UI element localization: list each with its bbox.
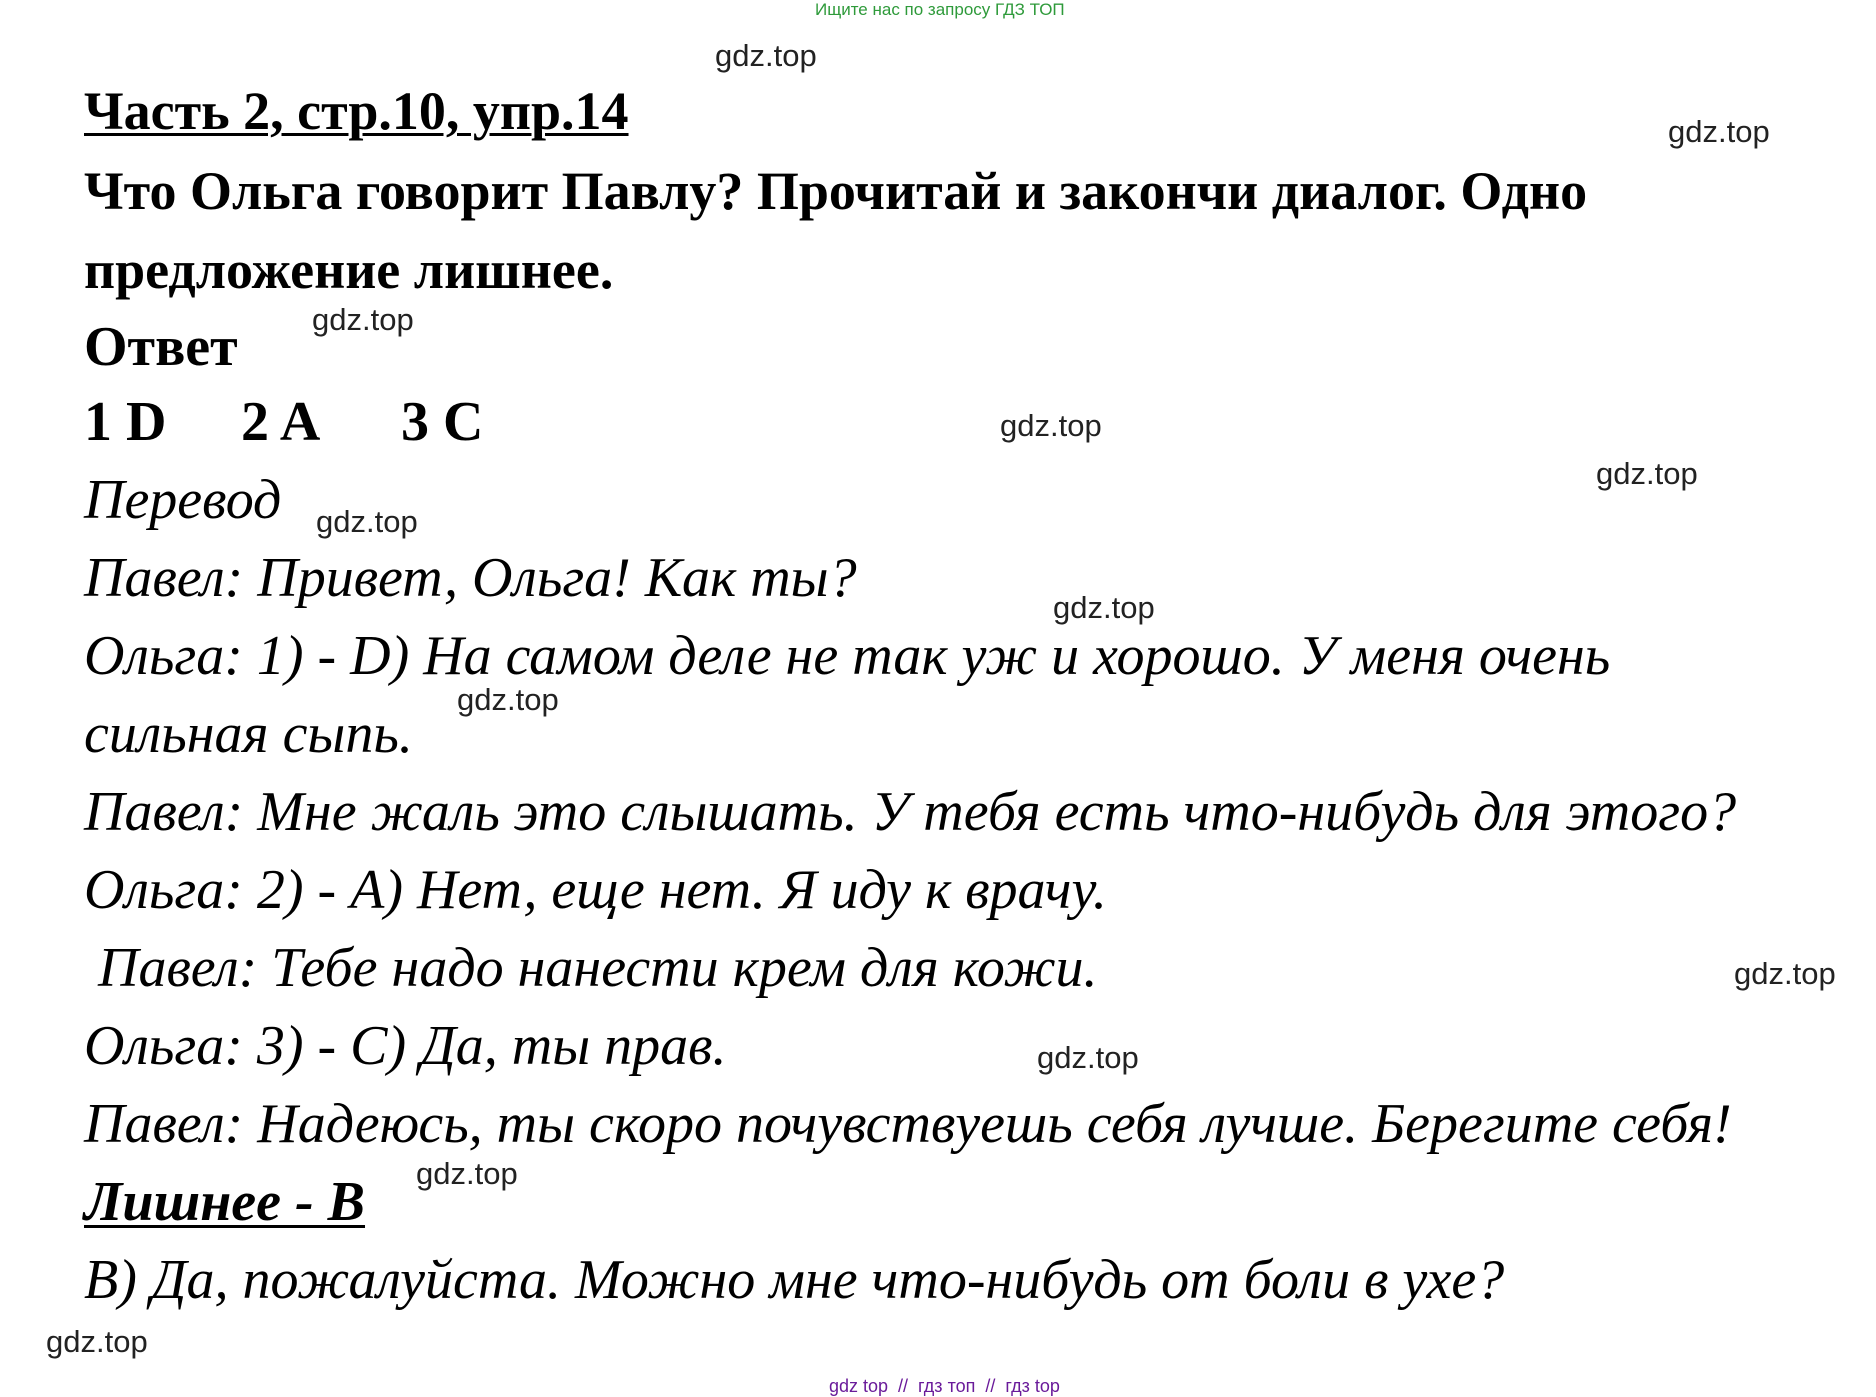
watermark: gdz.top [715, 38, 817, 73]
watermark: gdz.top [46, 1324, 148, 1359]
watermark: gdz.top [1734, 956, 1836, 991]
dialogue-line-5: Ольга: 2) - A) Нет, еще нет. Я иду к врачу. [84, 859, 1107, 921]
task-line-2: предложение лишнее. [84, 240, 614, 300]
watermark: gdz.top [316, 504, 418, 539]
top-banner: Ищите нас по запросу ГДЗ ТОП [815, 0, 1065, 19]
dialogue-line-8: Павел: Надеюсь, ты скоро почувствуешь себя лучше. Берегите себя! [84, 1093, 1732, 1155]
dialogue-line-3: сильная сыпь. [84, 703, 413, 765]
extra-label: Лишнее - B [84, 1171, 366, 1233]
translation-label: Перевод [84, 469, 282, 531]
watermark: gdz.top [1000, 408, 1102, 443]
watermark: gdz.top [1037, 1040, 1139, 1075]
answer-1: 1 D [84, 391, 167, 453]
dialogue-line-6: Павел: Тебе надо нанести крем для кожи. [84, 937, 1098, 999]
dialogue-line-4: Павел: Мне жаль это слышать. У тебя есть что-нибудь для этого? [84, 781, 1737, 843]
watermark: gdz.top [1053, 590, 1155, 625]
answer-3: 3 C [401, 391, 484, 453]
answer-label: Ответ [84, 316, 238, 378]
answers-row [84, 390, 483, 454]
watermark: gdz.top [457, 682, 559, 717]
watermark: gdz.top [416, 1156, 518, 1191]
dialogue-line-1: Павел: Привет, Ольга! Как ты? [84, 547, 857, 609]
bottom-banner: gdz top // гдз топ // гдз top [829, 1376, 1060, 1396]
watermark: gdz.top [1596, 456, 1698, 491]
task-line-1: Что Ольга говорит Павлу? Прочитай и закончи диалог. Одно [84, 161, 1588, 221]
watermark: gdz.top [1668, 114, 1770, 149]
dialogue-line-7: Ольга: 3) - C) Да, ты прав. [84, 1015, 727, 1077]
extra-sentence: B) Да, пожалуйста. Можно мне что-нибудь от боли в ухе? [84, 1249, 1505, 1311]
answer-2: 2 A [241, 391, 321, 453]
page-title: Часть 2, стр.10, упр.14 [84, 81, 629, 141]
watermark: gdz.top [312, 302, 414, 337]
dialogue-line-2: Ольга: 1) - D) На самом деле не так уж и хорошо. У меня очень [84, 625, 1611, 687]
